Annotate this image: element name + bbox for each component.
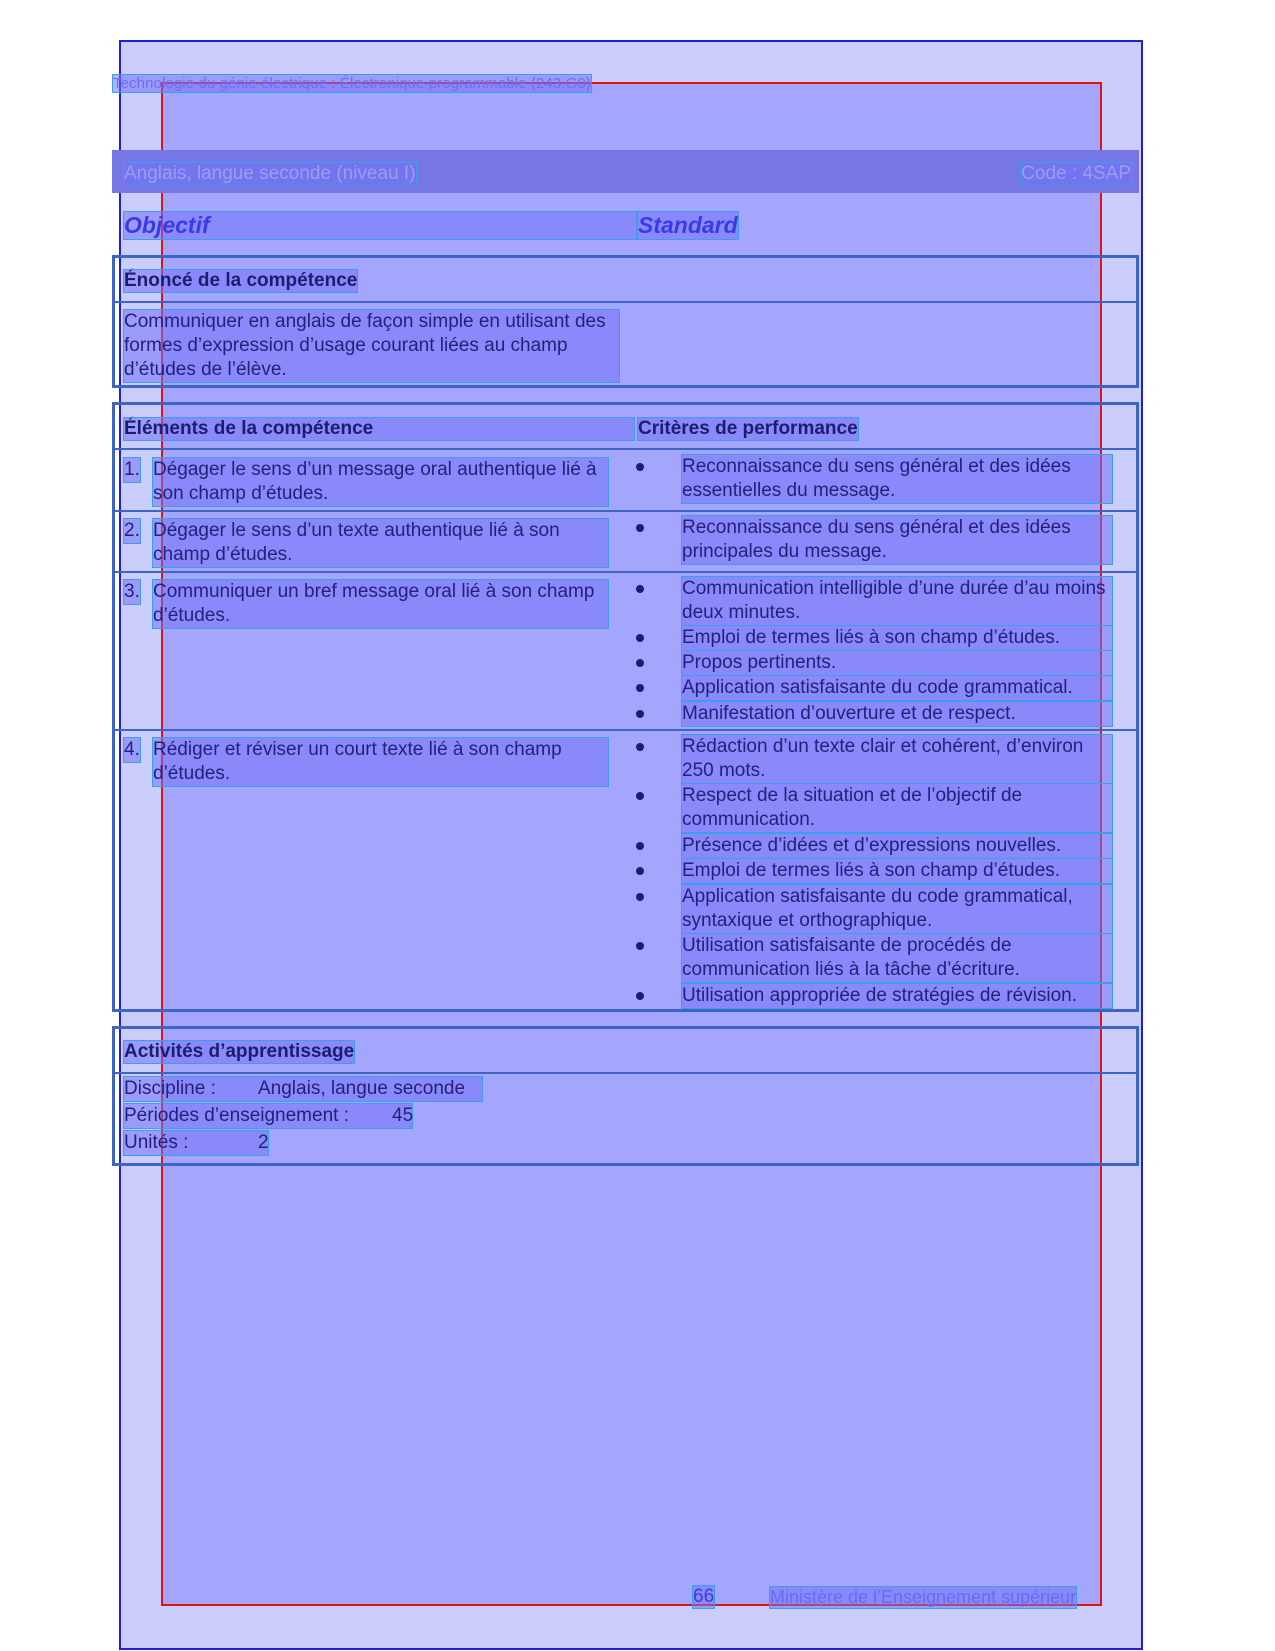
element-text: Communiquer un bref message oral lié à son champ d’études. xyxy=(153,580,608,628)
objective-heading: Objectif xyxy=(124,212,636,239)
criterion: Emploi de termes liés à son champ d’études. xyxy=(682,859,1112,883)
divider xyxy=(115,510,1136,512)
enonce-title: Énoncé de la compétence xyxy=(124,270,358,291)
element-text: Rédiger et réviser un court texte lié à son champ d’études. xyxy=(153,738,608,786)
activites-title: Activités d’apprentissage xyxy=(124,1041,355,1062)
enonce-text: Communiquer en anglais de façon simple en utilisant des formes d’expression d’usage courant liées au champ d’études de l’élève. xyxy=(124,310,619,382)
bullet-icon xyxy=(636,684,644,692)
standard-heading: Standard xyxy=(638,212,738,238)
criterion: Communication intelligible d’une durée d’au moins deux minutes. xyxy=(682,577,1112,625)
element-text: Dégager le sens d’un texte authentique lié à son champ d’études. xyxy=(153,519,608,567)
bullet-icon xyxy=(636,792,644,800)
criterion: Présence d’idées et d’expressions nouvelles. xyxy=(682,834,1112,858)
divider xyxy=(115,301,1136,303)
bullet-icon xyxy=(636,942,644,950)
criterion: Reconnaissance du sens général et des idées principales du message. xyxy=(682,516,1112,564)
discipline-value: Anglais, langue seconde xyxy=(258,1078,466,1099)
divider xyxy=(115,571,1136,573)
criterion: Rédaction d’un texte clair et cohérent, d’environ 250 mots. xyxy=(682,735,1112,783)
divider xyxy=(115,1072,1136,1074)
course-title: Anglais, langue seconde (niveau I) xyxy=(124,163,416,184)
unites-row xyxy=(124,1131,268,1155)
bullet-icon xyxy=(636,710,644,718)
bullet-icon xyxy=(636,524,644,532)
bullet-icon xyxy=(636,463,644,471)
periodes-row xyxy=(124,1104,412,1128)
criterion: Application satisfaisante du code grammatical, syntaxique et orthographique. xyxy=(682,885,1112,933)
element-number: 2. xyxy=(124,520,140,541)
criterion: Reconnaissance du sens général et des idées essentielles du message. xyxy=(682,455,1112,503)
discipline-label: Discipline : xyxy=(124,1078,216,1099)
elements-title: Éléments de la compétence xyxy=(124,418,634,440)
bullet-icon xyxy=(636,634,644,642)
element-number: 3. xyxy=(124,581,140,602)
element-number: 4. xyxy=(124,739,140,760)
criterion: Application satisfaisante du code grammatical. xyxy=(682,676,1112,700)
criterion: Utilisation appropriée de stratégies de révision. xyxy=(682,984,1112,1008)
periodes-label: Périodes d’enseignement : xyxy=(124,1105,349,1126)
footer-ministry: Ministère de l’Enseignement supérieur xyxy=(770,1587,1077,1607)
discipline-row xyxy=(124,1077,482,1101)
divider xyxy=(115,729,1136,731)
page-number: 66 xyxy=(693,1586,715,1607)
bullet-icon xyxy=(636,867,644,875)
criteria-title: Critères de performance xyxy=(638,418,858,439)
criterion: Manifestation d’ouverture et de respect. xyxy=(682,702,1112,726)
bullet-icon xyxy=(636,992,644,1000)
running-title: Technologie du génie électrique : Électronique programmable (243.G0) xyxy=(113,75,591,92)
course-code: Code : 4SAP xyxy=(1021,163,1131,184)
unites-value: 2 xyxy=(258,1132,269,1153)
periodes-value: 45 xyxy=(392,1105,414,1126)
bullet-icon xyxy=(636,585,644,593)
unites-label: Unités : xyxy=(124,1132,189,1153)
criterion: Respect de la situation et de l’objectif de communication. xyxy=(682,784,1112,832)
criterion: Utilisation satisfaisante de procédés de communication liés à la tâche d’écriture. xyxy=(682,934,1112,982)
criterion: Propos pertinents. xyxy=(682,651,1112,675)
bullet-icon xyxy=(636,893,644,901)
element-text: Dégager le sens d’un message oral authentique lié à son champ d’études. xyxy=(153,458,608,506)
element-number: 1. xyxy=(124,459,140,480)
criterion: Emploi de termes liés à son champ d’études. xyxy=(682,626,1112,650)
divider xyxy=(115,448,1136,450)
bullet-icon xyxy=(636,743,644,751)
bullet-icon xyxy=(636,659,644,667)
bullet-icon xyxy=(636,842,644,850)
